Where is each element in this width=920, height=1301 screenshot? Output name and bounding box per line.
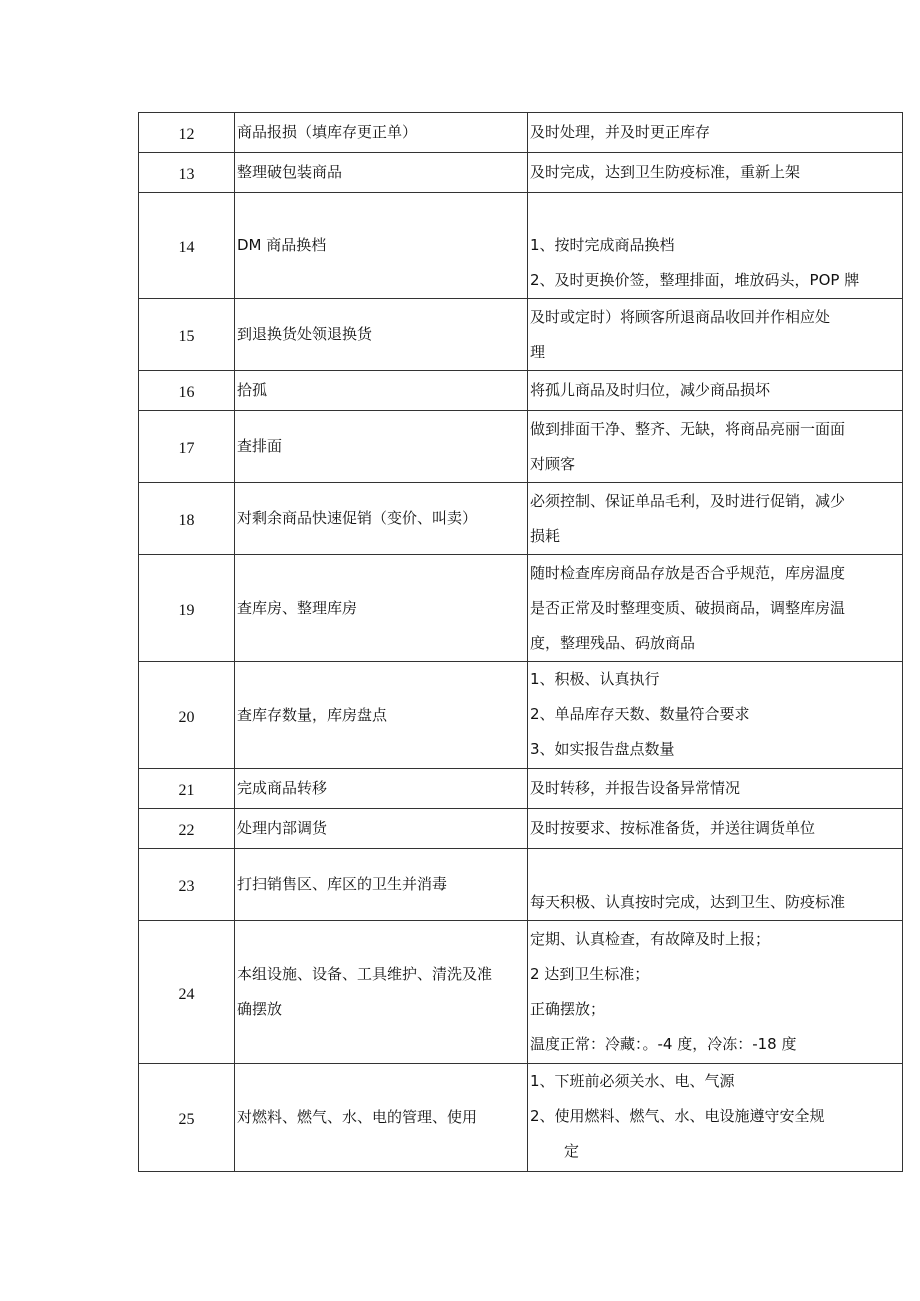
table-row	[139, 921, 903, 1064]
row-number: 15	[139, 299, 235, 371]
standard-cell: 及时按要求、按标准备货，并送往调货单位	[528, 809, 903, 849]
standard-cell: 及时完成，达到卫生防疫标准，重新上架	[528, 153, 903, 193]
table-row	[139, 411, 903, 483]
row-number: 21	[139, 769, 235, 809]
table-row	[139, 809, 903, 849]
standard-cell: 1、下班前必须关水、电、气源 2、使用燃料、燃气、水、电设施遵守安全规 定	[528, 1064, 903, 1172]
standard-cell: 及时处理，并及时更正库存	[528, 113, 903, 153]
duty-table	[138, 112, 903, 1172]
row-number: 25	[139, 1064, 235, 1172]
standard-cell: 做到排面干净、整齐、无缺，将商品亮丽一面面 对顾客	[528, 411, 903, 483]
task-cell: 查库存数量，库房盘点	[235, 662, 528, 769]
table-row	[139, 1064, 903, 1172]
standard-cell: 将孤儿商品及时归位，减少商品损坏	[528, 371, 903, 411]
task-cell: 对燃料、燃气、水、电的管理、使用	[235, 1064, 528, 1172]
task-cell: 查库房、整理库房	[235, 555, 528, 662]
standard-cell: 及时或定时）将顾客所退商品收回并作相应处 理	[528, 299, 903, 371]
table-row	[139, 662, 903, 769]
table-row	[139, 113, 903, 153]
table-row	[139, 555, 903, 662]
task-cell: 整理破包装商品	[235, 153, 528, 193]
standard-cell: 每天积极、认真按时完成，达到卫生、防疫标准	[528, 849, 903, 921]
row-number: 17	[139, 411, 235, 483]
row-number: 20	[139, 662, 235, 769]
table-row	[139, 299, 903, 371]
task-cell: 拾孤	[235, 371, 528, 411]
table-row	[139, 153, 903, 193]
standard-cell: 1、按时完成商品换档 2、及时更换价签，整理排面，堆放码头，POP 牌	[528, 193, 903, 299]
task-cell: 打扫销售区、库区的卫生并消毒	[235, 849, 528, 921]
table-row	[139, 483, 903, 555]
task-cell: 完成商品转移	[235, 769, 528, 809]
task-cell: 处理内部调货	[235, 809, 528, 849]
row-number: 12	[139, 113, 235, 153]
task-cell: 商品报损（填库存更正单）	[235, 113, 528, 153]
row-number: 16	[139, 371, 235, 411]
row-number: 18	[139, 483, 235, 555]
standard-cell: 随时检查库房商品存放是否合乎规范，库房温度 是否正常及时整理变质、破损商品，调整库房温 度，整理残品、码放商品	[528, 555, 903, 662]
standard-cell: 必须控制、保证单品毛利，及时进行促销，减少 损耗	[528, 483, 903, 555]
standard-cell: 定期、认真检查，有故障及时上报； 2 达到卫生标准； 正确摆放； 温度正常：冷藏：。-4 度，冷冻：-18 度	[528, 921, 903, 1064]
row-number: 19	[139, 555, 235, 662]
task-cell: DM 商品换档	[235, 193, 528, 299]
row-number: 22	[139, 809, 235, 849]
task-cell: 查排面	[235, 411, 528, 483]
table-row	[139, 849, 903, 921]
table-row	[139, 371, 903, 411]
row-number: 14	[139, 193, 235, 299]
task-cell: 对剩余商品快速促销（变价、叫卖）	[235, 483, 528, 555]
table-row	[139, 769, 903, 809]
row-number: 24	[139, 921, 235, 1064]
standard-cell: 及时转移，并报告设备异常情况	[528, 769, 903, 809]
row-number: 13	[139, 153, 235, 193]
table-row	[139, 193, 903, 299]
task-cell: 到退换货处领退换货	[235, 299, 528, 371]
standard-cell: 1、积极、认真执行 2、单品库存天数、数量符合要求 3、如实报告盘点数量	[528, 662, 903, 769]
task-cell: 本组设施、设备、工具维护、清洗及准 确摆放	[235, 921, 528, 1064]
row-number: 23	[139, 849, 235, 921]
